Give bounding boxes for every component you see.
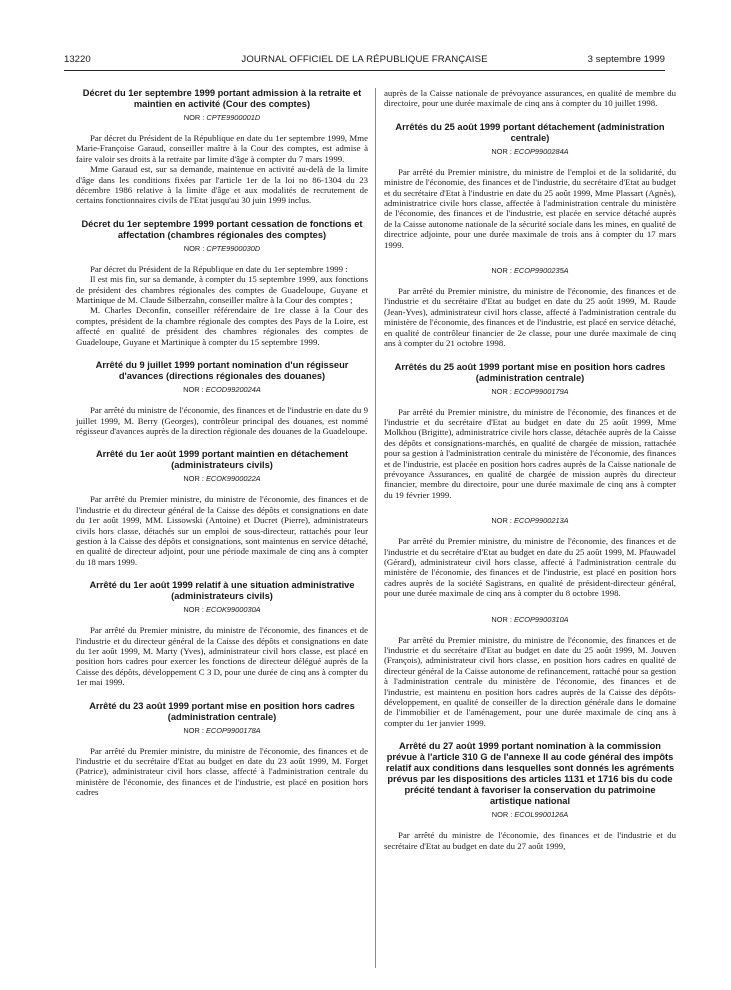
section-title: Arrêté du 27 août 1999 portant nomination à la commission prévue à l'article 310 G de l'annexe II au code général des impôts relatif aux conditions dans lesquelles sont donnés les agréments prévus par les dispositions des articles 1131 et 1716 bis du code précité tendant à favoriser la conservation du patrimoine artistique national	[385, 741, 675, 807]
nor-label: NOR :	[183, 243, 207, 253]
nor-code: ECOP9900178A	[205, 725, 261, 735]
nor-line	[384, 387, 676, 397]
nor-line	[384, 266, 676, 276]
nor-label: NOR :	[491, 386, 514, 396]
section-title: Arrêtés du 25 août 1999 portant mise en position hors cadres (administration centrale)	[394, 361, 666, 383]
section-title: Arrêté du 1er août 1999 relatif à une situation administrative (administrateurs civils)	[89, 580, 355, 602]
nor-line	[76, 385, 368, 395]
paragraph: Mme Garaud est, sur sa demande, maintenue en activité au-delà de la limite d'âge dans les conditions fixées par l'article 1er de la loi no 86-1304 du 23 décembre 1986 relative à la limite d'âge et aux modalités de recrutement de certains fonctionnaires civils de l'Etat jusqu'au 30 juin 1999 inclus.	[76, 164, 368, 206]
nor-line	[384, 810, 676, 820]
section-title: Décret du 1er septembre 1999 portant cessation de fonctions et affectation (chambres régionales des comptes)	[81, 218, 363, 240]
nor-code: CPTE9900001D	[206, 113, 261, 122]
nor-code: ECOP9900179A	[513, 386, 569, 396]
nor-line	[76, 244, 368, 254]
continuation-paragraph: auprès de la Caisse nationale de prévoyance assurances, en qualité de membre du directoire, pour une durée maximale de cinq ans à compter du 10 juillet 1998.	[384, 88, 676, 109]
paragraph: Par arrêté du Premier ministre, du ministre de l'économie, des finances et de l'industrie et du secrétaire d'Etat au budget en date du 23 août 1999, M. Forget (Patrice), administrateur civil hors classe, affecté à l'administration centrale du ministère de l'économie, des finances et de l'industrie, est placé en position hors cadres	[76, 745, 368, 798]
section-title: Arrêté du 1er août 1999 portant maintien en détachement (administrateurs civils)	[95, 449, 349, 471]
nor-label: NOR :	[491, 146, 514, 156]
paragraph: Par arrêté du ministre de l'économie, des finances et de l'industrie et du secrétaire d'Etat au budget en date du 27 août 1999,	[384, 830, 676, 851]
nor-label: NOR :	[183, 725, 206, 735]
nor-code: ECOP9900284A	[513, 146, 569, 156]
section	[384, 266, 676, 348]
nor-label: NOR :	[491, 516, 514, 526]
section	[76, 701, 368, 798]
section	[76, 88, 368, 206]
paragraph: Il est mis fin, sur sa demande, à compter du 15 septembre 1999, aux fonctions de président des chambres régionales des comptes de Guadeloupe, Guyane et Martinique de M. Claude Silberzahn, conseiller maître à la Cour des comptes ;	[76, 274, 368, 306]
section-title: Arrêtés du 25 août 1999 portant détachement (administration centrale)	[395, 121, 665, 143]
nor-line	[76, 474, 368, 484]
nor-code: ECOP9900213A	[513, 516, 569, 526]
nor-line	[76, 726, 368, 736]
paragraph: Par arrêté du Premier ministre, du ministre de l'économie, des finances et de l'industrie et du secrétaire d'Etat au budget en date du 25 août 1999, M. Jouven (François), administrateur civil hors classe, en position hors cadres en qualité de directeur général de la Caisse autonome de refinancement, rattaché pour sa gestion à l'administration centrale du ministère de l'économie, des finances et de l'industrie, est maintenu en position hors cadres auprès de la Caisse des dépôts-développement, en qualité de conseiller de la direction générale dans le domaine de l'immobilier et de l'aménagement, pour une durée maximale de cinq ans à compter du 1er janvier 1999.	[384, 634, 676, 728]
paragraph: Par arrêté du Premier ministre, du ministre de l'économie, des finances et de l'industrie et du secrétaire d'Etat au budget en date du 25 août 1999, Mme Molkhou (Brigitte), administratrice civile hors classe, détachée auprès de la Caisse des dépôts et consignations-marchés, en qualité de chargée de mission, rattachée pour sa gestion à l'administration centrale du ministère de l'économie, des finances et de l'industrie, est placée en position hors cadres auprès de la Caisse nationale de prévoyance Assurances, en qualité de chargée de mission auprès du directeur financier, membre du directoire, pour une durée maximale de cinq ans à compter du 19 février 1999.	[384, 406, 676, 500]
nor-line	[384, 516, 676, 526]
section	[76, 360, 368, 436]
paragraph: Par décret du Président de la République en date du 1er septembre 1999, Mme Marie-Françoise Garaud, conseiller maître à la Cour des comptes, est admise à faire valoir ses droits à la retraite par limite d'âge à compter du 7 mars 1999.	[76, 133, 368, 164]
nor-code: ECOK9900030A	[205, 605, 261, 615]
page-header	[64, 54, 665, 68]
paragraph: Par arrêté du Premier ministre, du ministre de l'économie, des finances et de l'industrie et du secrétaire d'Etat au budget en date du 25 août 1999, M. Pfauwadel (Gérard), administrateur civil hors classe, affecté à l'administration centrale du ministère de l'économie, des finances et de l'industrie, est placé en position hors cadres auprès de la société Sagistrans, en qualité de président-directeur général, pour une durée maximale de cinq ans à compter du 8 octobre 1998.	[384, 536, 676, 599]
nor-label: NOR :	[183, 113, 207, 122]
header-rule	[64, 70, 665, 71]
nor-line	[384, 615, 676, 625]
nor-label: NOR :	[491, 810, 515, 820]
nor-line	[76, 605, 368, 615]
nor-label: NOR :	[491, 614, 514, 624]
section-title: Décret du 1er septembre 1999 portant admission à la retraite et maintien en activité (Cour des comptes)	[82, 88, 362, 109]
nor-label: NOR :	[491, 266, 514, 276]
nor-code: CPTE9900030D	[206, 243, 261, 253]
nor-code: ECOP9900310A	[513, 614, 569, 624]
paragraph: Par arrêté du Premier ministre, du ministre de l'emploi et de la solidarité, du ministre de l'économie, des finances et de l'industrie, du secrétaire d'Etat au budget et du secrétaire d'Etat à l'industrie en date du 25 août 1999, Mme Plassart (Agnès), administratrice civile hors classe, affectée à l'administration centrale du ministère de l'économie, des finances et de l'industrie, est placée en service détaché auprès de la Caisse autonome nationale de la sécurité sociale dans les mines, en qualité de directrice adjointe, pour une durée maximale de trois ans à compter du 17 mars 1999.	[384, 166, 676, 250]
section	[384, 615, 676, 729]
nor-label: NOR :	[183, 605, 206, 615]
right-column	[384, 88, 676, 851]
nor-line	[76, 113, 368, 123]
nor-code: ECOP9900235A	[513, 266, 569, 276]
nor-code: ECOL9900126A	[514, 810, 569, 820]
paragraph: M. Charles Deconfin, conseiller référendaire de 1re classe à la Cour des comptes, président de la chambre régionale des comptes des Pays de la Loire, est affecté en qualité de président des chambres régionales des comptes de Guadeloupe, Guyane et Martinique à compter du 15 septembre 1999.	[76, 305, 368, 347]
left-column	[76, 88, 368, 798]
issue-date: 3 septembre 1999	[587, 54, 665, 65]
nor-label: NOR :	[183, 474, 206, 484]
section	[76, 449, 368, 567]
paragraph: Par arrêté du ministre de l'économie, des finances et de l'industrie en date du 9 juillet 1999, M. Berry (Georges), contrôleur principal des douanes, est nommé régisseur d'avances auprès de la direction régionale des douanes de la Guadeloupe.	[76, 405, 368, 436]
section	[384, 122, 676, 250]
section	[76, 580, 368, 687]
page-number: 13220	[64, 54, 91, 65]
section	[384, 741, 676, 851]
nor-line	[384, 147, 676, 157]
paragraph: Par arrêté du Premier ministre, du ministre de l'économie, des finances et de l'industrie et du secrétaire d'Etat au budget en date du 25 août 1999, M. Raude (Jean-Yves), administrateur civil hors classe, affecté à l'administration centrale du ministère de l'économie, des finances et de l'industrie, est placé en service détaché, en qualité de contrôleur financier de 2e classe, pour une durée maximale de cinq ans à compter du 21 octobre 1998.	[384, 286, 676, 349]
section	[384, 362, 676, 501]
section-title: Arrêté du 9 juillet 1999 portant nomination d'un régisseur d'avances (directions régionales des douanes)	[95, 360, 349, 382]
section	[76, 219, 368, 347]
column-divider	[375, 88, 376, 968]
paragraph: Par arrêté du Premier ministre, du ministre de l'économie, des finances et de l'industrie et du directeur général de la Caisse des dépôts et consignations en date du 1er août 1999, MM. Lissowski (Antoine) et Ducret (Pierre), administrateurs civils hors classe, détachés sur un emploi de sous-directeur, rattachés pour leur gestion à la Caisse des dépôts et consignations, sont maintenus en service détaché, en qualité de directeur adjoint, pour une période maximale de cinq ans à compter du 18 mars 1999.	[76, 494, 368, 567]
section	[384, 516, 676, 598]
nor-code: ECOK9900022A	[205, 474, 261, 484]
paragraph: Par décret du Président de la République en date du 1er septembre 1999 :	[90, 263, 348, 274]
journal-title: JOURNAL OFFICIEL DE LA RÉPUBLIQUE FRANÇAISE	[241, 54, 488, 65]
nor-label: NOR :	[183, 385, 206, 395]
nor-code: ECOD9920024A	[205, 385, 261, 395]
paragraph: Par arrêté du Premier ministre, du ministre de l'économie, des finances et de l'industrie et du directeur général de la Caisse des dépôts et consignations en date du 1er août 1999, M. Marty (Yves), administrateur civil hors classe, est placé en position hors cadres pour exercer les fonctions de directeur délégué auprès de la Caisse des dépôts, développement C 3 D, pour une durée de cinq ans à compter du 1er mai 1999.	[76, 625, 368, 688]
section-title: Arrêté du 23 août 1999 portant mise en position hors cadres (administration centrale)	[89, 700, 355, 722]
